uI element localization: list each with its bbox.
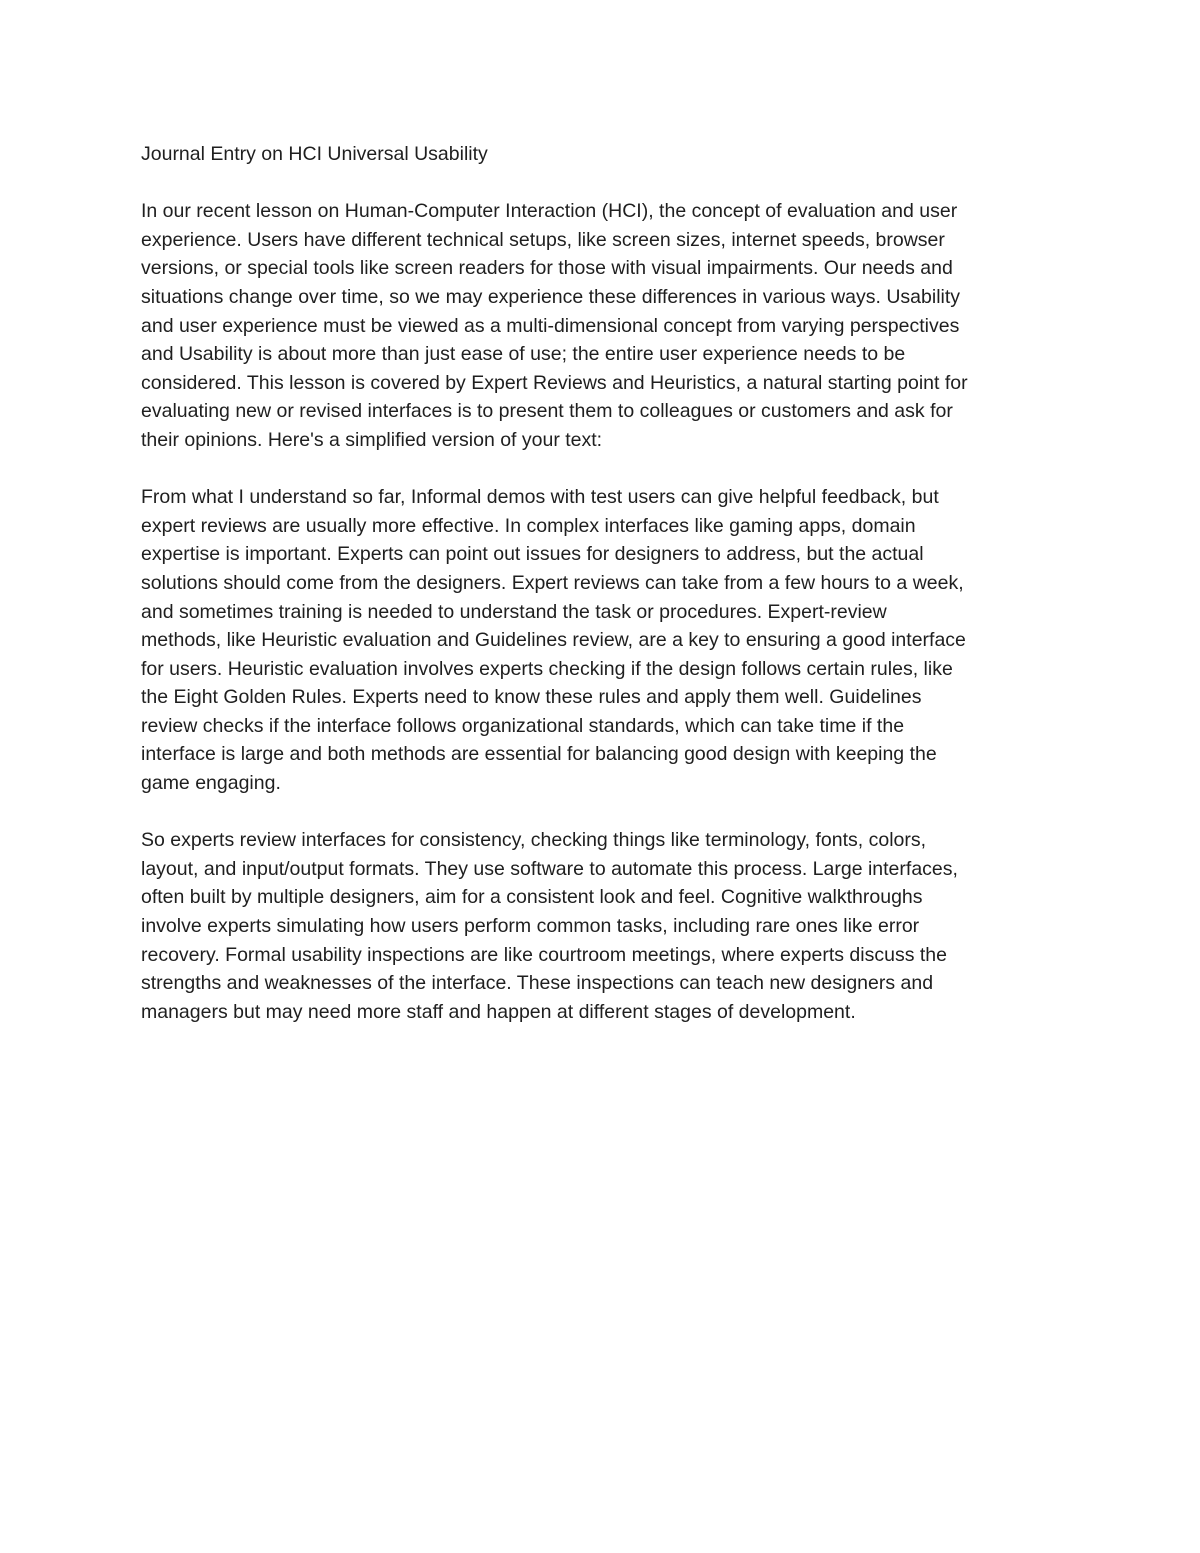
paragraph-line: expert reviews are usually more effective. In complex interfaces like gaming apps, domain <box>141 514 916 537</box>
paragraph-line: expertise is important. Experts can point out issues for designers to address, but the actual <box>141 543 924 566</box>
paragraph-line: the Eight Golden Rules. Experts need to know these rules and apply them well. Guidelines <box>141 686 922 709</box>
paragraph-line: solutions should come from the designers. Expert reviews can take from a few hours to a week, <box>141 571 964 594</box>
paragraph-line: In our recent lesson on Human-Computer Interaction (HCI), the concept of evaluation and user <box>141 200 958 223</box>
paragraph-line: interface is large and both methods are essential for balancing good design with keeping the <box>141 743 937 766</box>
paragraph-line: and sometimes training is needed to understand the task or procedures. Expert-review <box>141 600 887 623</box>
paragraph-line: for users. Heuristic evaluation involves experts checking if the design follows certain rules, like <box>141 657 953 680</box>
paragraph-line: and user experience must be viewed as a multi-dimensional concept from varying perspectives <box>141 314 960 337</box>
paragraph-line: game engaging. <box>141 772 281 795</box>
paragraph-line: review checks if the interface follows organizational standards, which can take time if the <box>141 714 905 737</box>
paragraph-line: strengths and weaknesses of the interface. These inspections can teach new designers and <box>141 972 934 995</box>
paragraph-line: From what I understand so far, Informal demos with test users can give helpful feedback, but <box>141 486 939 509</box>
paragraph-1 <box>141 197 1071 454</box>
paragraph-line: their opinions. Here's a simplified version of your text: <box>141 428 603 451</box>
paragraph-line: managers but may need more staff and happen at different stages of development. <box>141 1000 856 1023</box>
paragraph-line: methods, like Heuristic evaluation and Guidelines review, are a key to ensuring a good interface <box>141 629 966 652</box>
paragraph-line: recovery. Formal usability inspections are like courtroom meetings, where experts discuss the <box>141 943 947 966</box>
paragraph-line: involve experts simulating how users perform common tasks, including rare ones like error <box>141 915 920 938</box>
document-title: Journal Entry on HCI Universal Usability <box>141 143 488 165</box>
document-body <box>141 140 1071 1055</box>
paragraph-line: situations change over time, so we may experience these differences in various ways. Usability <box>141 285 961 308</box>
paragraph-line: layout, and input/output formats. They use software to automate this process. Large interfaces, <box>141 857 958 880</box>
paragraph-line: experience. Users have different technical setups, like screen sizes, internet speeds, browser <box>141 228 945 251</box>
paragraph-line: considered. This lesson is covered by Expert Reviews and Heuristics, a natural starting point for <box>141 371 968 394</box>
paragraph-line: evaluating new or revised interfaces is to present them to colleagues or customers and ask for <box>141 400 953 423</box>
paragraph-2 <box>141 483 1071 798</box>
paragraph-line: versions, or special tools like screen readers for those with visual impairments. Our needs and <box>141 257 953 280</box>
paragraph-line: often built by multiple designers, aim for a consistent look and feel. Cognitive walkthroughs <box>141 886 923 909</box>
paragraph-3 <box>141 826 1071 1026</box>
paragraph-line: So experts review interfaces for consistency, checking things like terminology, fonts, colors, <box>141 829 927 852</box>
paragraph-line: and Usability is about more than just ease of use; the entire user experience needs to be <box>141 343 906 366</box>
